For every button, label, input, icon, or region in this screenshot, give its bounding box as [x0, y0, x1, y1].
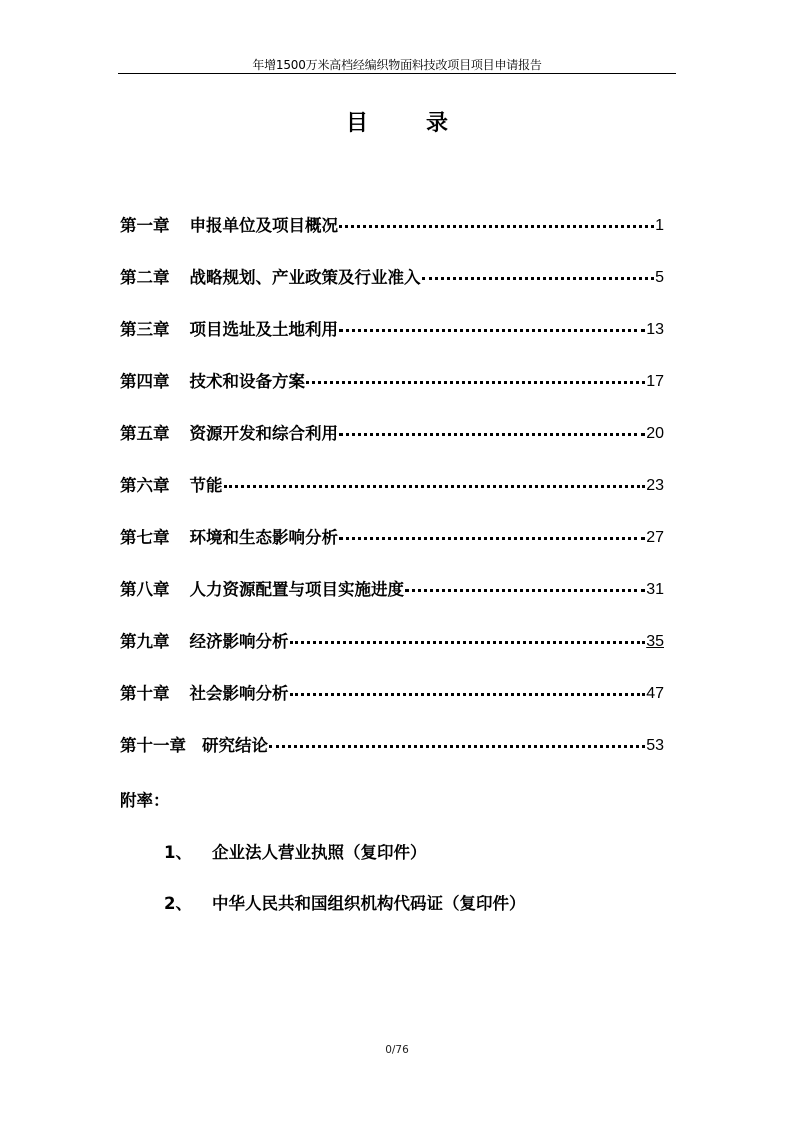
table-of-contents — [120, 211, 664, 783]
toc-page-number: 20 — [646, 425, 664, 442]
toc-page-number: 5 — [655, 269, 664, 286]
toc-chapter-number: 第十一章 — [120, 736, 186, 755]
toc-chapter-title: 战略规划、产业政策及行业准入 — [189, 268, 421, 287]
appendix-item-text: 企业法人营业执照（复印件） — [212, 843, 427, 862]
toc-chapter-number: 第八章 — [120, 580, 170, 599]
toc-chapter-number: 第四章 — [120, 372, 170, 391]
toc-entry[interactable] — [120, 679, 664, 731]
page-title — [0, 109, 794, 139]
page-title-char-1: 目 — [345, 111, 368, 136]
toc-chapter-title: 节能 — [189, 476, 223, 495]
page-title-char-2: 录 — [426, 111, 449, 136]
toc-page-number: 53 — [646, 737, 664, 754]
toc-chapter-number: 第九章 — [120, 632, 170, 651]
toc-dot-leader — [339, 315, 645, 345]
appendix-item-number: 2、 — [164, 894, 192, 913]
toc-chapter-title: 社会影响分析 — [189, 684, 289, 703]
toc-entry[interactable] — [120, 627, 664, 679]
toc-entry[interactable] — [120, 471, 664, 523]
toc-chapter-number: 第五章 — [120, 424, 170, 443]
toc-chapter-number: 第七章 — [120, 528, 170, 547]
toc-page-number: 35 — [646, 633, 664, 650]
toc-dot-leader — [339, 419, 645, 449]
toc-page-number: 23 — [646, 477, 664, 494]
toc-chapter-title: 人力资源配置与项目实施进度 — [189, 580, 404, 599]
appendix-item-text: 中华人民共和国组织机构代码证（复印件） — [212, 894, 526, 913]
toc-entry[interactable] — [120, 211, 664, 263]
toc-chapter-number: 第三章 — [120, 320, 170, 339]
toc-chapter-title: 资源开发和综合利用 — [189, 424, 338, 443]
toc-chapter-number: 第十章 — [120, 684, 170, 703]
toc-page-number: 13 — [646, 321, 664, 338]
toc-chapter-title: 研究结论 — [202, 736, 268, 755]
running-header: 年增1500万米高档经编织物面料技改项目项目申请报告 — [252, 58, 542, 72]
toc-entry[interactable] — [120, 575, 664, 627]
toc-chapter-title: 项目选址及土地利用 — [189, 320, 338, 339]
toc-dot-leader — [306, 367, 645, 397]
toc-page-number: 27 — [646, 529, 664, 546]
header-rule — [118, 73, 676, 74]
toc-dot-leader — [224, 471, 646, 501]
toc-chapter-number: 第一章 — [120, 216, 170, 235]
toc-dot-leader — [405, 575, 645, 605]
toc-entry[interactable] — [120, 419, 664, 471]
toc-dot-leader — [422, 263, 655, 293]
toc-entry[interactable] — [120, 367, 664, 419]
toc-entry[interactable] — [120, 315, 664, 367]
toc-dot-leader — [290, 627, 646, 657]
toc-chapter-title: 技术和设备方案 — [189, 372, 305, 391]
appendix-item-number: 1、 — [164, 843, 192, 862]
toc-chapter-title: 经济影响分析 — [189, 632, 289, 651]
page-number-footer: 0/76 — [385, 1044, 409, 1056]
toc-chapter-number: 第六章 — [120, 476, 170, 495]
toc-chapter-title: 申报单位及项目概况 — [189, 216, 338, 235]
toc-dot-leader — [339, 211, 654, 241]
toc-page-number: 1 — [655, 217, 664, 234]
toc-dot-leader — [290, 679, 646, 709]
appendix-item — [164, 838, 427, 868]
toc-dot-leader — [339, 523, 645, 553]
toc-dot-leader — [269, 731, 645, 761]
toc-entry[interactable] — [120, 523, 664, 575]
toc-page-number: 17 — [646, 373, 664, 390]
toc-entry[interactable] — [120, 731, 664, 783]
appendix-heading: 附率： — [120, 791, 170, 810]
appendix-item — [164, 889, 526, 919]
toc-page-number: 31 — [646, 581, 664, 598]
toc-chapter-number: 第二章 — [120, 268, 170, 287]
toc-entry[interactable] — [120, 263, 664, 315]
toc-chapter-title: 环境和生态影响分析 — [189, 528, 338, 547]
toc-page-number: 47 — [646, 685, 664, 702]
